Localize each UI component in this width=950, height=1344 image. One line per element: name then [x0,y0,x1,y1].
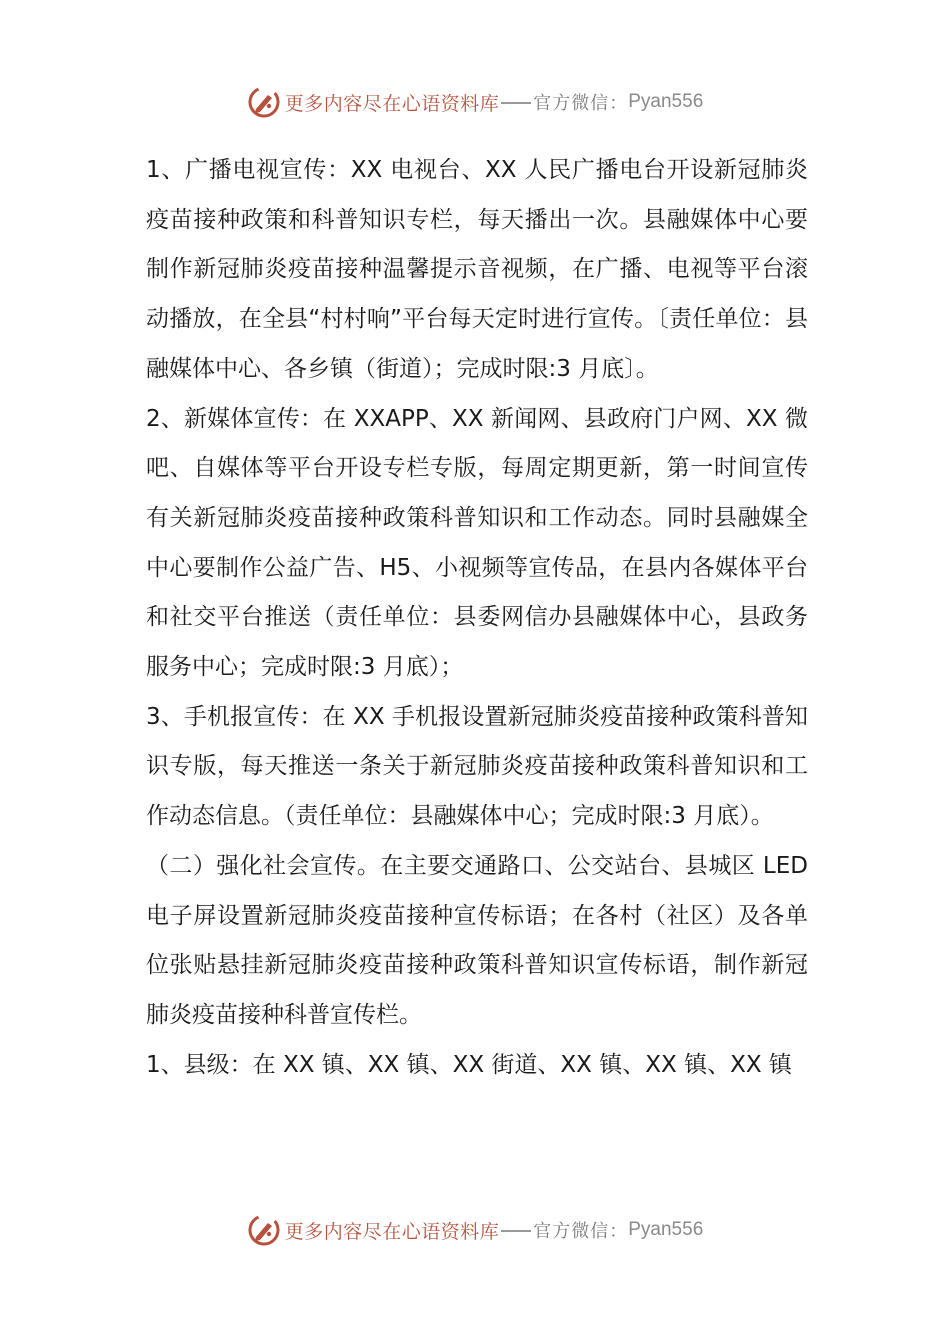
banner-wechat-label: 官方微信： [533,1221,629,1242]
banner-wechat-id: Pyan556 [628,91,704,112]
banner-main-text: 更多内容尽在心语资料库 [284,92,500,115]
paragraph-county-level: 1、县级：在 XX 镇、XX 镇、XX 街道、XX 镇、XX 镇、XX 镇 [146,1051,792,1078]
paragraph-social-publicity: （二）强化社会宣传。在主要交通路口、公交站台、县城区 LED 电子屏设置新冠肺炎疫苗接种宣传标语；在各村（社区）及各单位张贴悬挂新冠肺炎疫苗接种政策科普知识宣传标语，制作新冠肺炎疫苗接种科普宣传栏。 [146,852,808,1028]
paragraph-new-media: 2、新媒体宣传：在 XXAPP、XX 新闻网、县政府门户网、XX 微吧、自媒体等平台开设专栏专版，每周定期更新，第一时间宣传有关新冠肺炎疫苗接种政策科普知识和工作动态。同时县融媒全中心要制作公益广告、H5、小视频等宣传品，在县内各媒体平台和社交平台推送（责任单位：县委网信办县融媒体中心，县政务服务中心；完成时限:3 月底）； [146,405,808,681]
paragraph-broadcast-tv: 1、广播电视宣传：XX 电视台、XX 人民广播电台开设新冠肺炎疫苗接种政策和科普知识专栏，每天播出一次。县融媒体中心要制作新冠肺炎疫苗接种温馨提示音视频，在广播、电视等平台滚动播放，在全县“村村响”平台每天定时进行宣传。〔责任单位：县融媒体中心、各乡镇（街道）；完成时限:3 月底〕。 [146,157,808,382]
paragraph-mobile-news: 3、手机报宣传：在 XX 手机报设置新冠肺炎疫苗接种政策科普知识专版，每天推送一条关于新冠肺炎疫苗接种政策科普知识和工作动态信息。（责任单位：县融媒体中心；完成时限:3 月底）。 [146,703,808,830]
document-body [146,146,808,1090]
pen-logo-icon [247,1213,281,1247]
pen-logo-icon [247,85,281,119]
banner-main-text: 更多内容尽在心语资料库 [284,1220,500,1243]
banner-wechat-id: Pyan556 [628,1219,704,1240]
banner-dash [501,102,531,104]
banner-wechat-label: 官方微信： [533,93,629,114]
footer-watermark-banner [0,1210,950,1250]
header-watermark-banner [0,82,950,122]
banner-dash [501,1230,531,1232]
